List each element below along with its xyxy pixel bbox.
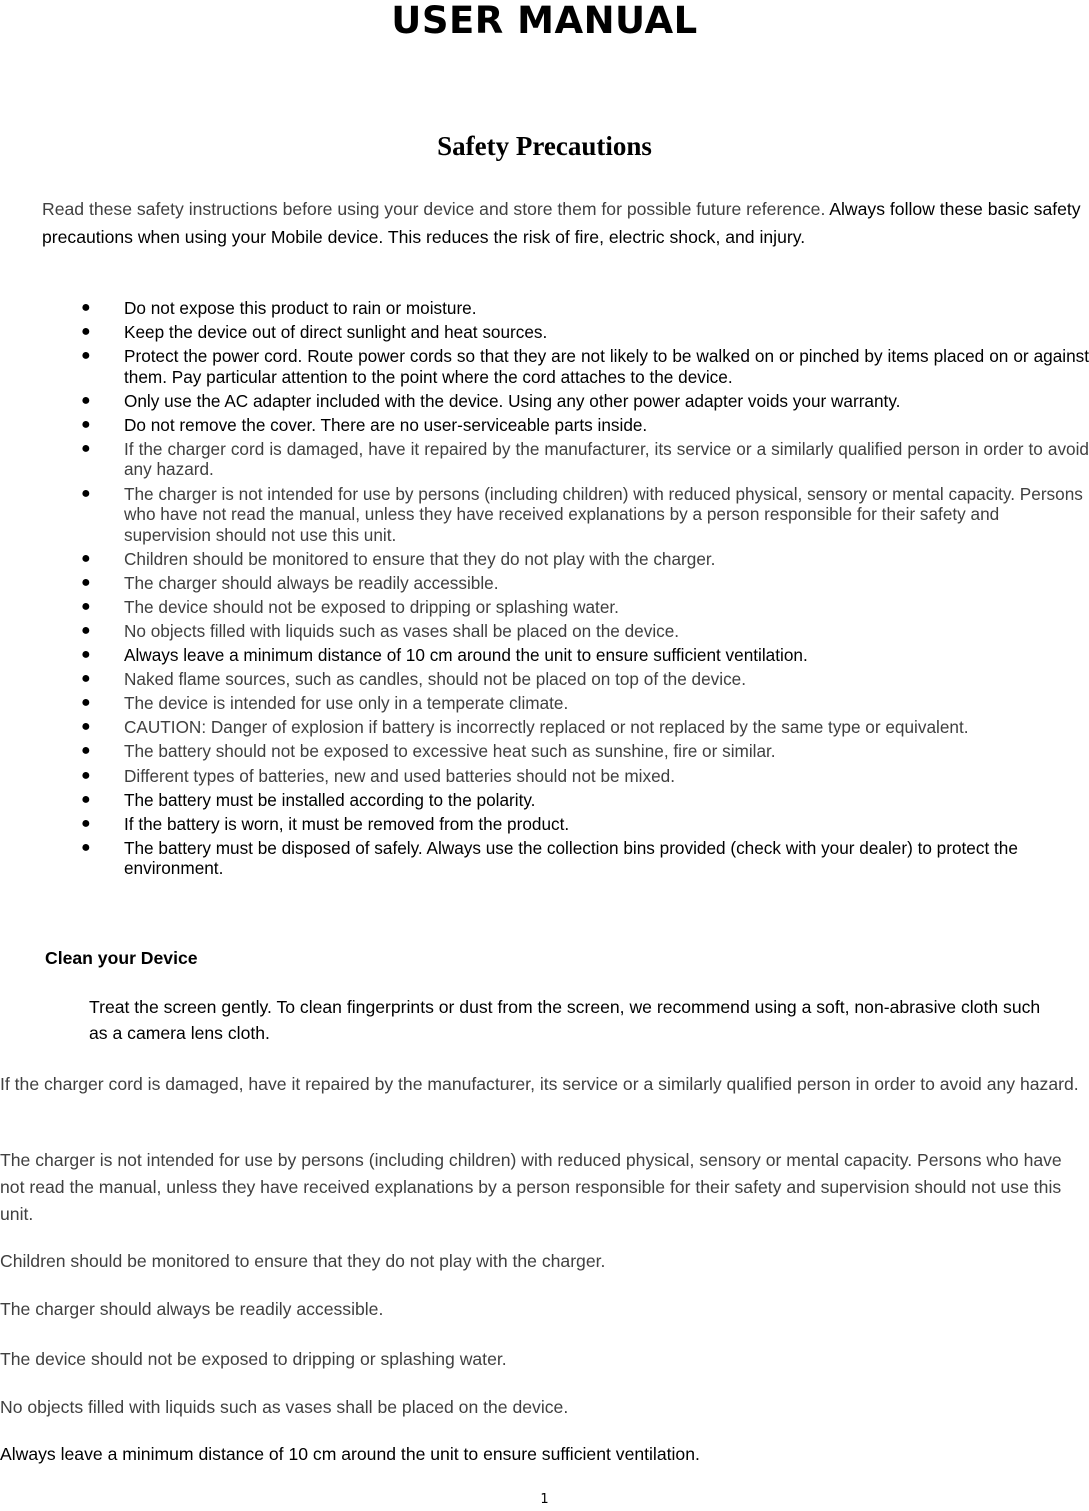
list-item: ● The charger should always be readily accessible. — [81, 572, 499, 593]
paragraph: The charger should always be readily accessible. — [0, 1299, 384, 1319]
bullet-icon: ● — [81, 415, 91, 433]
clean-instructions: Treat the screen gently. To clean fingerprints or dust from the screen, we recommend using a soft, non-abrasive cloth such as a camera lens cloth. — [89, 997, 1041, 1043]
list-item: ● If the charger cord is damaged, have it repaired by the manufacturer, its service or a similarly qualified person in order to avoid any hazard. — [81, 438, 1089, 480]
bullet-icon: ● — [81, 484, 91, 502]
list-item: ● The charger is not intended for use by persons (including children) with reduced physical, sensory or mental capacity. Persons who have not read the manual, unless they have received explanations by a person responsible for their safety and supervision should not use this unit. — [81, 483, 1083, 545]
list-item: ● CAUTION: Danger of explosion if battery is incorrectly replaced or not replaced by the same type or equivalent. — [81, 717, 969, 738]
list-item: ● Always leave a minimum distance of 10 cm around the unit to ensure sufficient ventilation. — [81, 645, 808, 666]
list-item: ● Different types of batteries, new and used batteries should not be mixed. — [81, 765, 675, 786]
bullet-icon: ● — [81, 323, 91, 341]
section-heading-safety: Safety Precautions — [437, 131, 652, 161]
list-item: ● The battery must be installed according to the polarity. — [81, 789, 536, 810]
list-item: ● The device is intended for use only in a temperate climate. — [81, 693, 569, 714]
bullet-icon: ● — [81, 299, 91, 316]
list-item: ● If the battery is worn, it must be removed from the product. — [81, 813, 570, 834]
bullet-icon: ● — [81, 838, 91, 856]
intro-text-black: Always follow these basic safety precautions when using your Mobile device. This reduces the risk of fire, electric shock, and injury. — [42, 199, 1081, 247]
bullet-icon: ● — [81, 694, 91, 712]
section-heading-clean: Clean your Device — [45, 948, 198, 968]
bullet-icon: ● — [81, 573, 91, 591]
bullet-icon: ● — [81, 391, 91, 409]
intro-text-grey: Read these safety instructions before using your device and store them for possible future reference. — [42, 199, 830, 219]
bullet-icon: ● — [81, 718, 91, 736]
list-item: ● Do not expose this product to rain or moisture. — [81, 298, 477, 318]
list-item: ● No objects filled with liquids such as vases shall be placed on the device. — [81, 620, 680, 641]
paragraph: The device should not be exposed to dripping or splashing water. — [0, 1349, 507, 1369]
list-item: ● The device should not be exposed to dripping or splashing water. — [81, 596, 619, 617]
paragraph: The charger is not intended for use by persons (including children) with reduced physical, sensory or mental capacity. Persons who have not read the manual, unless they have received explanations by a person responsible for their safety and supervision should not use this unit. — [0, 1150, 1062, 1224]
safety-intro — [42, 195, 1082, 251]
bullet-icon: ● — [81, 439, 91, 457]
bullet-icon: ● — [81, 670, 91, 688]
bullet-icon: ● — [81, 621, 91, 639]
list-item: ● Children should be monitored to ensure that they do not play with the charger. — [81, 548, 716, 569]
paragraph: Always leave a minimum distance of 10 cm around the unit to ensure sufficient ventilation. — [0, 1444, 700, 1464]
bullet-icon: ● — [81, 814, 91, 832]
list-item: ● Only use the AC adapter included with the device. Using any other power adapter voids your warranty. — [81, 390, 901, 411]
bullet-icon: ● — [81, 646, 91, 664]
paragraph: Children should be monitored to ensure that they do not play with the charger. — [0, 1251, 606, 1271]
bullet-icon: ● — [81, 766, 91, 784]
list-item: ● The battery should not be exposed to excessive heat such as sunshine, fire or similar. — [81, 741, 776, 762]
bullet-icon: ● — [81, 549, 91, 567]
list-item: ● The battery must be disposed of safely. Always use the collection bins provided (check with your dealer) to protect the environment. — [81, 837, 1018, 879]
bullet-icon: ● — [81, 742, 91, 760]
paragraph: No objects filled with liquids such as vases shall be placed on the device. — [0, 1397, 569, 1417]
document-title: USER MANUAL — [391, 0, 698, 42]
list-item: ● Do not remove the cover. There are no user-serviceable parts inside. — [81, 414, 648, 435]
safety-bullet-list — [0, 298, 1089, 882]
list-item: ● Protect the power cord. Route power cords so that they are not likely to be walked on or pinched by items placed on or against them. Pay particular attention to the point where the cord attaches to the device. — [81, 346, 1089, 387]
bullet-icon: ● — [81, 790, 91, 808]
list-item: ● Keep the device out of direct sunlight and heat sources. — [81, 322, 548, 343]
page-number: 1 — [540, 1492, 549, 1507]
bullet-icon: ● — [81, 597, 91, 615]
list-item: ● Naked flame sources, such as candles, should not be placed on top of the device. — [81, 669, 746, 690]
paragraph: If the charger cord is damaged, have it repaired by the manufacturer, its service or a similarly qualified person in order to avoid any hazard. — [0, 1074, 1079, 1094]
bullet-icon: ● — [81, 347, 91, 365]
